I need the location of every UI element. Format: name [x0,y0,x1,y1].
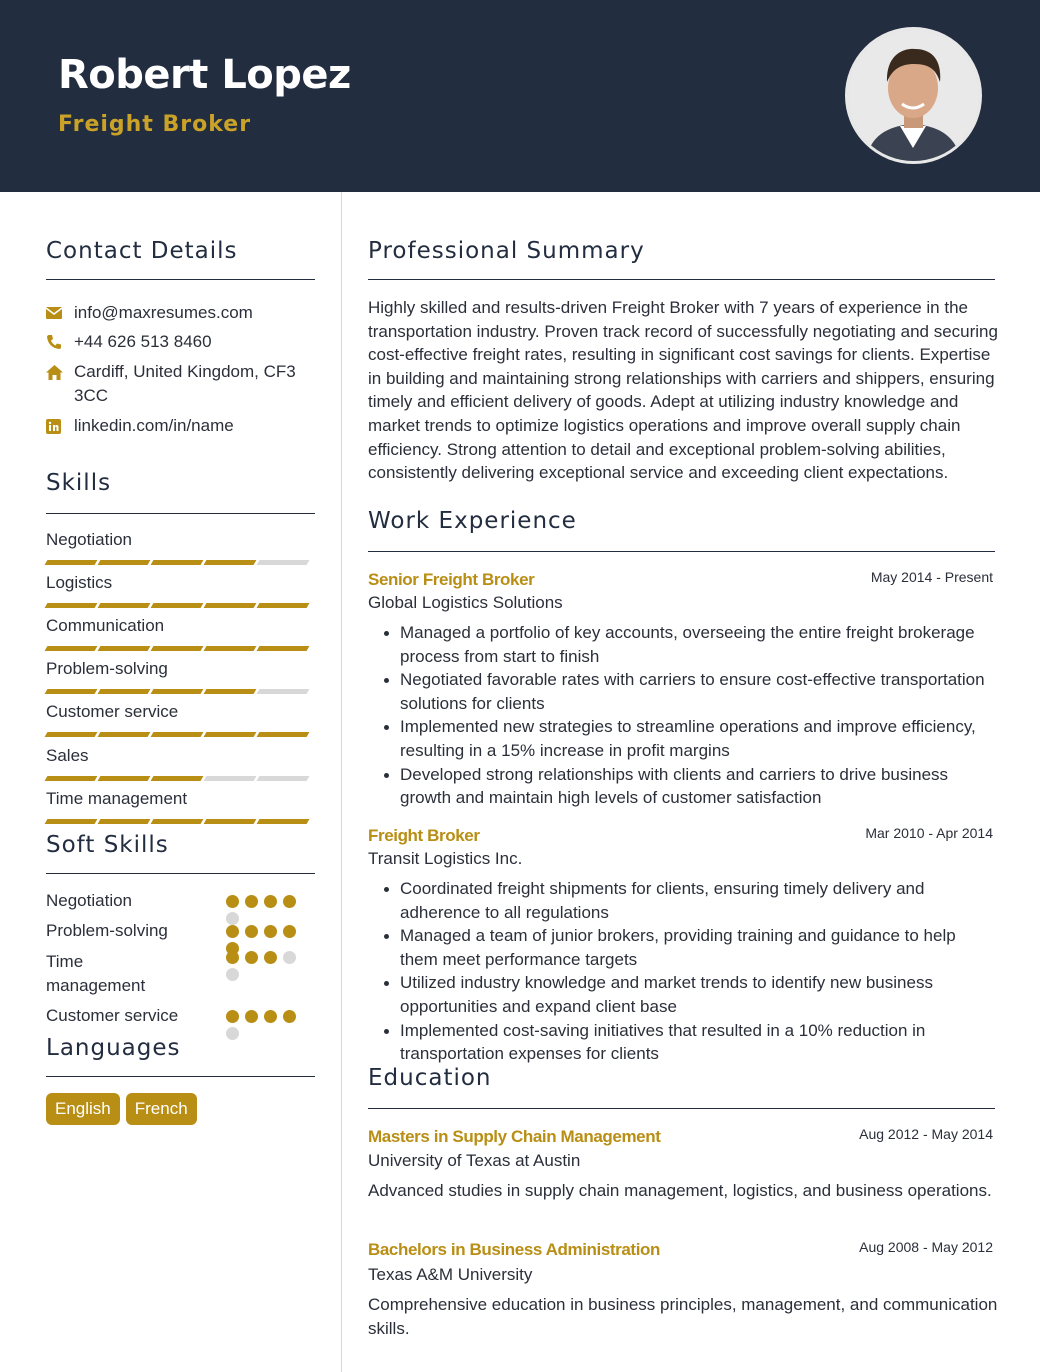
degree-description: Comprehensive education in business principles, management, and communication skills. [368,1295,998,1338]
skill-level-segment [204,689,257,694]
degree-dates: Aug 2008 - May 2012 [859,1239,993,1255]
rating-dot [264,951,277,964]
job-bullet: Coordinated freight shipments for clients, ensuring timely delivery and adherence to all regulations [368,877,998,924]
resume-header [0,0,1040,192]
school-name: Texas A&M University [368,1265,533,1284]
skill-level-segment [257,689,310,694]
job-bullet: Managed a team of junior brokers, providing training and guidance to help them meet performance targets [368,924,998,971]
skill-level-bar [46,732,308,737]
summary-rule [368,279,995,280]
rating-dot [226,895,239,908]
rating-dot [283,925,296,938]
rating-dot [264,925,277,938]
rating-dot [226,912,239,925]
skill-level-segment [45,776,98,781]
degree-description: Advanced studies in supply chain management, logistics, and business operations. [368,1181,992,1200]
skill-label: Logistics [46,573,113,592]
skill-level-segment [204,560,257,565]
skill-level-segment [98,776,151,781]
skill-level-segment [204,603,257,608]
skill-label: Customer service [46,702,179,721]
contact-address-text: Cardiff, United Kingdom, CF3 3CC [74,362,296,405]
languages-list [46,1093,197,1125]
skill-level-bar [46,689,308,694]
soft-skills-rule [46,873,315,874]
soft-skill-rating [226,1010,308,1040]
job-bullets [368,877,998,1066]
soft-skills-heading: Soft Skills [46,832,169,858]
envelope-icon [46,301,74,325]
job-company: Transit Logistics Inc. [368,849,523,868]
linkedin-icon [46,414,74,438]
soft-skill-rating [226,895,308,925]
skill-level-segment [257,560,310,565]
degree-title: Bachelors in Business Administration [368,1240,660,1259]
job-bullet: Negotiated favorable rates with carriers to ensure cost-effective transportation solutions for clients [368,668,998,715]
skills-rule [46,513,315,514]
contact-heading: Contact Details [46,238,238,264]
job-bullet: Developed strong relationships with clients and carriers to drive business growth and maintain high levels of customer satisfaction [368,763,998,810]
experience-heading: Work Experience [368,508,577,534]
rating-dot [226,1027,239,1040]
contact-email[interactable] [46,301,316,325]
job-bullet: Utilized industry knowledge and market trends to identify new business opportunities and expand client base [368,971,998,1018]
skill-level-segment [98,819,151,824]
column-divider [341,192,342,1372]
skill-level-segment [257,819,310,824]
rating-dot [245,951,258,964]
skill-level-segment [98,560,151,565]
education-heading: Education [368,1065,492,1091]
skill-level-segment [257,776,310,781]
skill-level-bar [46,646,308,651]
skill-level-segment [45,646,98,651]
skill-level-segment [151,819,204,824]
contact-linkedin-text: linkedin.com/in/name [74,416,234,435]
skill-level-segment [257,646,310,651]
soft-skill-label: Time management [46,952,146,995]
person-portrait-icon [848,30,979,161]
skill-level-segment [45,689,98,694]
profile-photo [845,27,982,164]
rating-dot [226,951,239,964]
contact-phone-text: +44 626 513 8460 [74,332,212,351]
candidate-name: Robert Lopez [58,52,351,98]
phone-icon [46,330,74,354]
languages-heading: Languages [46,1035,181,1061]
job-dates: Mar 2010 - Apr 2014 [865,825,993,841]
contact-linkedin[interactable] [46,414,316,438]
skill-level-segment [45,819,98,824]
degree-title: Masters in Supply Chain Management [368,1127,661,1146]
summary-heading: Professional Summary [368,238,645,264]
school-name: University of Texas at Austin [368,1151,581,1170]
job-bullet: Managed a portfolio of key accounts, overseeing the entire freight brokerage process from start to finish [368,621,998,668]
skill-label: Communication [46,616,165,635]
skill-level-segment [98,732,151,737]
experience-rule [368,551,995,552]
skill-label: Negotiation [46,530,133,549]
skill-label: Time management [46,789,188,808]
home-icon [46,360,74,384]
contact-phone[interactable] [46,330,316,354]
skill-level-bar [46,560,308,565]
rating-dot [245,895,258,908]
rating-dot [226,1010,239,1023]
skill-level-segment [151,776,204,781]
soft-skill-label: Customer service [46,1006,179,1025]
job-dates: May 2014 - Present [870,569,993,585]
skill-level-bar [46,819,308,824]
skill-level-segment [204,819,257,824]
skill-level-segment [204,646,257,651]
skill-level-segment [151,732,204,737]
language-badge: French [126,1093,197,1125]
job-title: Freight Broker [368,826,480,845]
rating-dot [283,1010,296,1023]
job-bullets [368,621,998,810]
rating-dot [226,968,239,981]
skill-level-segment [151,560,204,565]
rating-dot [245,1010,258,1023]
rating-dot [264,895,277,908]
contact-rule [46,279,315,280]
skill-level-segment [151,689,204,694]
skill-level-segment [151,603,204,608]
rating-dot [264,1010,277,1023]
skill-label: Sales [46,746,89,765]
skill-level-segment [257,603,310,608]
skill-level-segment [98,689,151,694]
contact-email-text: info@maxresumes.com [74,303,253,322]
contact-address [46,360,316,408]
candidate-title: Freight Broker [58,112,252,137]
skill-level-segment [45,603,98,608]
rating-dot [283,951,296,964]
language-badge: English [46,1093,120,1125]
skill-level-segment [98,646,151,651]
skill-level-segment [98,603,151,608]
rating-dot [226,925,239,938]
job-bullet: Implemented new strategies to streamline operations and improve efficiency, resulting in a 15% increase in profit margins [368,715,998,762]
rating-dot [245,925,258,938]
summary-text: Highly skilled and results-driven Freight Broker with 7 years of experience in the transportation industry. Proven track record of successfully negotiating and securing cost-effective freight rates, resulting in significant cost savings for clients. Expertise in building and maintaining strong relationships with carriers and shippers, ensuring timely and efficient delivery of goods. Adept at utilizing industry knowledge and market trends to optimize logistics operations and improve overall supply chain efficiency. Strong attention to detail and exceptional problem-solving abilities, consistently delivering exceptional service and exceeding client expectations. [368,298,998,483]
languages-rule [46,1076,315,1077]
skills-heading: Skills [46,470,112,496]
skill-level-bar [46,603,308,608]
soft-skill-rating [226,951,308,981]
soft-skill-label: Negotiation [46,891,133,910]
job-company: Global Logistics Solutions [368,593,563,612]
rating-dot [283,895,296,908]
skill-level-segment [151,646,204,651]
skill-level-segment [257,732,310,737]
skill-level-segment [204,732,257,737]
soft-skill-label: Problem-solving [46,921,168,940]
education-rule [368,1108,995,1109]
skill-level-segment [45,732,98,737]
skill-level-segment [45,560,98,565]
skill-level-segment [204,776,257,781]
skill-level-bar [46,776,308,781]
skill-label: Problem-solving [46,659,168,678]
job-title: Senior Freight Broker [368,570,535,589]
job-bullet: Implemented cost-saving initiatives that resulted in a 10% reduction in transportation expenses for clients [368,1019,998,1066]
degree-dates: Aug 2012 - May 2014 [859,1126,993,1142]
